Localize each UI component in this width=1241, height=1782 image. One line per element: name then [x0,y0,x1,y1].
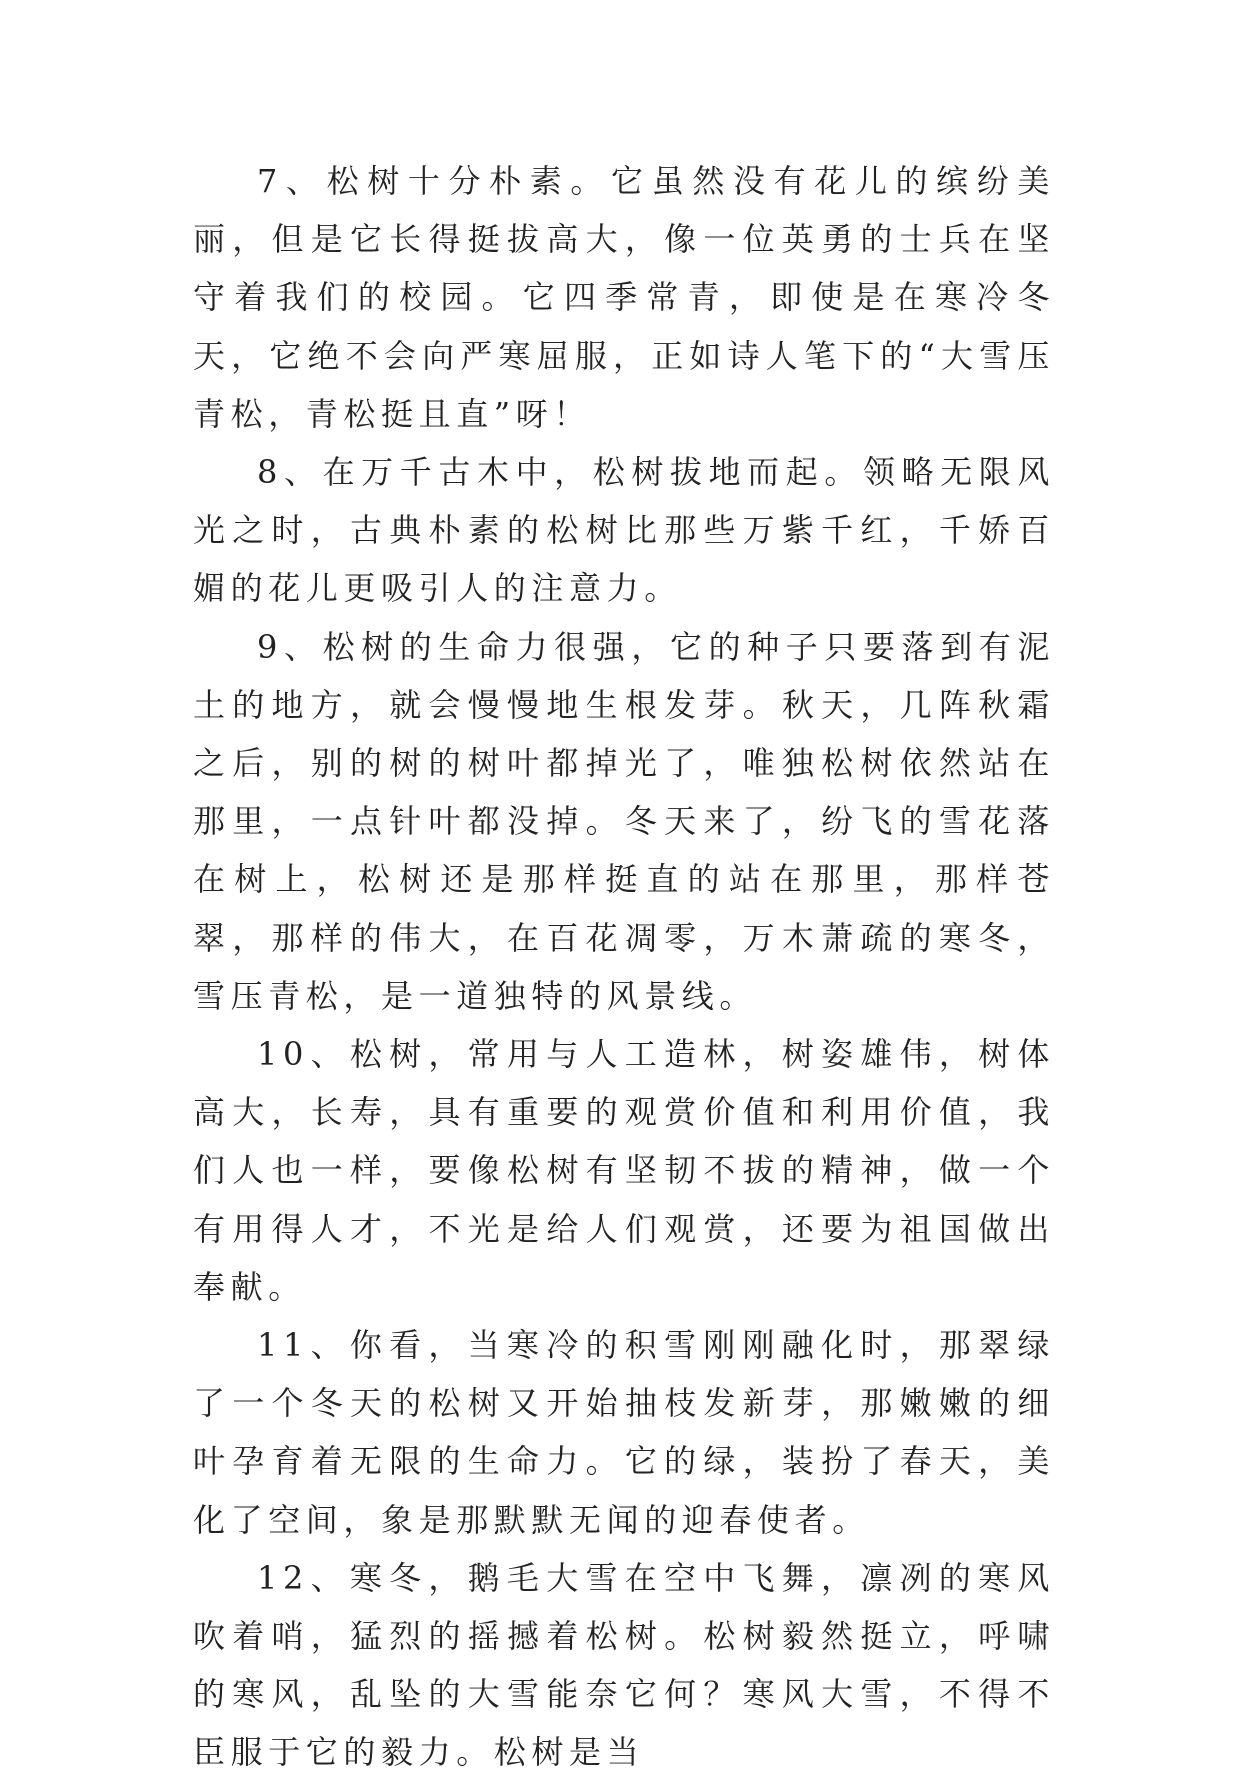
paragraph-9: 9、松树的生命力很强，它的种子只要落到有泥土的地方，就会慢慢地生根发芽。秋天，几阵秋霜之后，别的树的树叶都掉光了，唯独松树依然站在那里，一点针叶都没掉。冬天来了，纷飞的雪花落在树上，松树还是那样挺直的站在那里，那样苍翠，那样的伟大，在百花凋零，万木萧疏的寒冬，雪压青松，是一道独特的风景线。 [193,627,1055,1015]
paragraph-8: 8、在万千古木中，松树拔地而起。领略无限风光之时，古典朴素的松树比那些万紫千红，千娇百媚的花儿更吸引人的注意力。 [193,453,1055,608]
paragraph-11: 11、你看，当寒冷的积雪刚刚融化时，那翠绿了一个冬天的松树又开始抽枝发新芽，那嫩嫩的细叶孕育着无限的生命力。它的绿，装扮了春天，美化了空间，象是那默默无闻的迎春使者。 [193,1326,1055,1539]
paragraph-12: 12、寒冬，鹅毛大雪在空中飞舞，凛冽的寒风吹着哨，猛烈的摇撼着松树。松树毅然挺立，呼啸的寒风，乱坠的大雪能奈它何？寒风大雪，不得不臣服于它的毅力。松树是当 [193,1558,1055,1772]
paragraph-10: 10、松树，常用与人工造林，树姿雄伟，树体高大，长寿，具有重要的观赏价值和利用价值，我们人也一样，要像松树有坚韧不拔的精神，做一个有用得人才，不光是给人们观赏，还要为祖国做出奉献。 [193,1035,1055,1306]
document-body [193,152,1055,1782]
paragraph-7: 7、松树十分朴素。它虽然没有花儿的缤纷美丽，但是它长得挺拔高大，像一位英勇的士兵在坚守着我们的校园。它四季常青，即使是在寒冷冬天，它绝不会向严寒屈服，正如诗人笔下的“大雪压青松，青松挺且直”呀！ [193,162,1055,433]
